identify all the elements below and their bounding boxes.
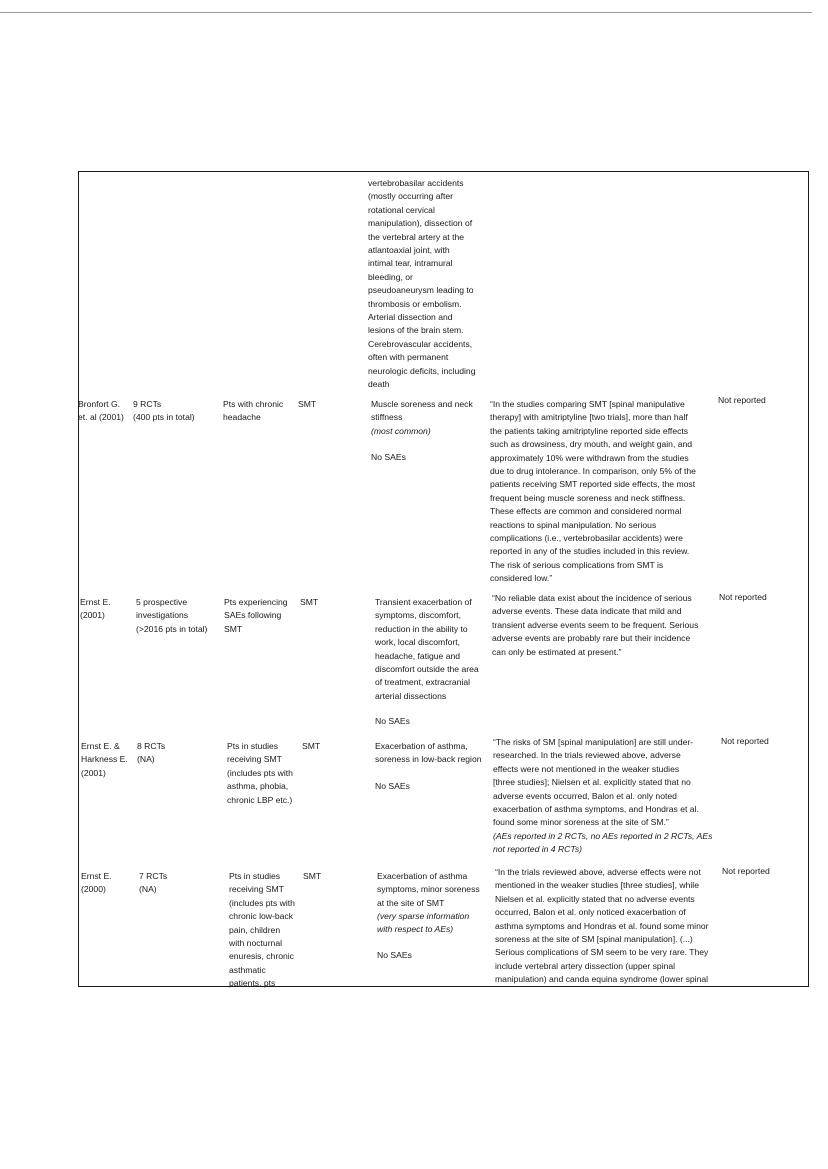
studies-cell: 9 RCTs (400 pts in total) <box>133 399 195 423</box>
adverse-events-cell: Transient exacerbation of symptoms, discomfort, reduction in the ability to work, local discomfort, headache, fatigue and discomfort outside the area of treatment, extracranial arterial dissections <box>375 597 479 701</box>
population-cell: Pts experiencing SAEs following SMT <box>224 597 288 634</box>
author-cell: Ernst E. & Harkness E. (2001) <box>81 741 128 778</box>
sae-cell: No SAEs <box>377 950 412 960</box>
sae-cell: No SAEs <box>375 716 410 726</box>
incidence-cell: Not reported <box>721 736 769 746</box>
quote-cell: “In the studies comparing SMT [spinal manipulative therapy] with amitriptyline [two trials], more than half the patients taking amitriptyline reported side effects such as drowsiness, dry mouth, and weight gain, and approximately 10% were withdrawn from the studies due to drug intolerance. In comparison, only 5% of the patients receiving SMT reported side effects, the most frequent being muscle soreness and neck stiffness. These effects are common and considered normal reactions to spinal manipulation. No serious complications (i.e., vertebrobasilar accidents) were reported in any of the studies included in this review. The risk of serious complications from SMT is considered low.” <box>490 399 696 584</box>
intervention-cell: SMT <box>300 597 319 607</box>
adverse-events-note: (most common) <box>371 426 431 436</box>
intervention-cell: SMT <box>303 871 322 881</box>
sae-cell: No SAEs <box>375 781 410 791</box>
quote-note: (AEs reported in 2 RCTs, no AEs reported in 2 RCTs, AEs not reported in 4 RCTs) <box>493 831 713 855</box>
author-cell: Ernst E. (2000) <box>81 871 112 895</box>
incidence-cell: Not reported <box>722 866 770 876</box>
adverse-events-cell: Exacerbation of asthma symptoms, minor soreness at the site of SMT <box>377 871 480 908</box>
adverse-events-cell: Exacerbation of asthma, soreness in low-back region <box>375 741 482 765</box>
intervention-cell: SMT <box>302 741 321 751</box>
quote-cell: “No reliable data exist about the incidence of serious adverse events. These data indicate that mild and transient adverse events seem to be frequent. Serious adverse events are probably rare but their incidence can only be estimated at present.” <box>492 593 699 657</box>
quote-cell: “In the trials reviewed above, adverse effects were not mentioned in the weaker studies [three studies], while Nielsen et al. explicitly stated that no adverse events occurred, Balon et al. only noticed exacerbation of asthma symptoms and Hondras et al. found some minor soreness at the site of SM [spinal manipulation]. (...) Serious complications of SM seem to be very rare. They include vertebral artery dissection (upper spinal manipulation) and canda equina syndrome (lower spinal <box>495 867 709 985</box>
evidence-table <box>78 171 809 987</box>
author-cell: Bronfort G. et. al (2001) <box>78 399 124 423</box>
adverse-events-note: (very sparse information with respect to AEs) <box>377 911 470 935</box>
studies-cell: 5 prospective investigations (>2016 pts in total) <box>136 597 208 634</box>
studies-cell: 7 RCTs (NA) <box>139 871 168 895</box>
incidence-cell: Not reported <box>718 395 766 405</box>
adverse-events-cell: Muscle soreness and neck stiffness <box>371 399 473 423</box>
studies-cell: 8 RCTs (NA) <box>137 741 166 765</box>
continued-complications-cell: vertebrobasilar accidents (mostly occurring after rotational cervical manipulation), dissection of the vertebral artery at the atlantoaxial joint, with intimal tear, intramural bleeding, or pseudoaneurysm leading to thrombosis or embolism. Arterial dissection and lesions of the brain stem. Cerebrovascular accidents, often with permanent neurologic deficits, including death <box>368 178 476 390</box>
population-cell: Pts in studies receiving SMT (includes pts with chronic low-back pain, children with nocturnal enuresis, chronic asthmatic patients, pts <box>229 871 295 989</box>
intervention-cell: SMT <box>298 399 317 409</box>
population-cell: Pts with chronic headache <box>223 399 284 423</box>
incidence-cell: Not reported <box>719 592 767 602</box>
quote-cell: “The risks of SM [spinal manipulation] are still under- researched. In the trials reviewed above, adverse effects were not mentioned in the weaker studies [three studies]; Nielsen et al. explicitly stated that no adverse events occurred, Balon et al. only noted exacerbation of asthma symptoms, and Hondras et al. found some minor soreness at the site of SM.” <box>493 737 699 828</box>
page-top-rule <box>0 12 812 13</box>
sae-cell: No SAEs <box>371 452 406 462</box>
population-cell: Pts in studies receiving SMT (includes pts with asthma, phobia, chronic LBP etc.) <box>227 741 293 805</box>
author-cell: Ernst E. (2001) <box>80 597 111 621</box>
